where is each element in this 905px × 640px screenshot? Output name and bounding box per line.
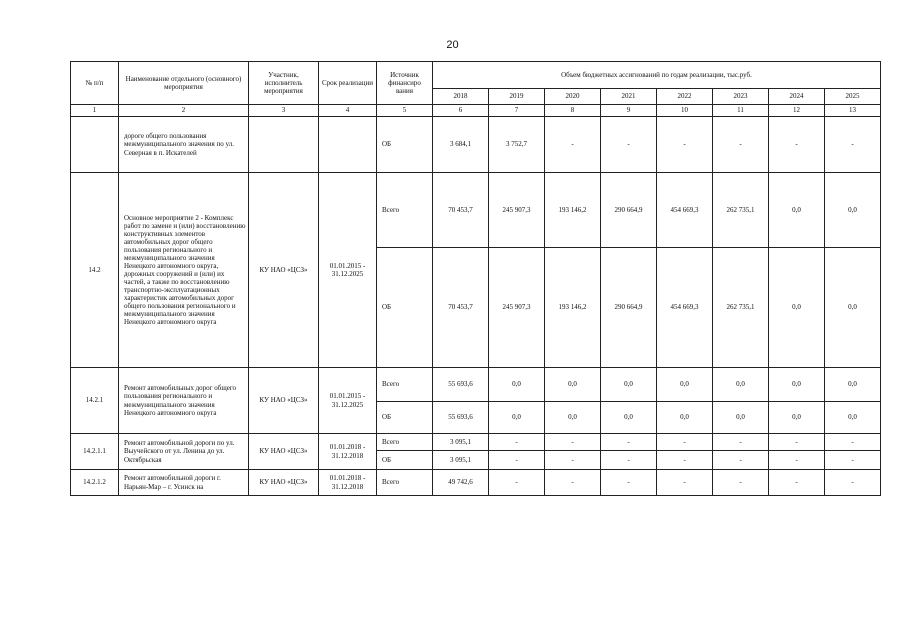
- row-value-2024: -: [769, 434, 825, 451]
- column-number: 2: [119, 105, 249, 117]
- row-value-2018: 70 453,7: [433, 248, 489, 368]
- row-value-2022: 0,0: [657, 402, 713, 434]
- row-value-2025: -: [825, 470, 881, 496]
- row-participant: КУ НАО «ЦСЗ»: [249, 470, 319, 496]
- row-value-2018: 3 095,1: [433, 434, 489, 451]
- row-value-2023: 262 735,1: [713, 173, 769, 248]
- row-value-2019: -: [489, 470, 545, 496]
- row-value-2022: -: [657, 470, 713, 496]
- column-number: 8: [545, 105, 601, 117]
- table-row: [71, 173, 881, 248]
- row-value-2024: -: [769, 470, 825, 496]
- row-value-2021: 0,0: [601, 402, 657, 434]
- header-participant: Участник, исполнитель мероприятия: [249, 62, 319, 105]
- column-number: 1: [71, 105, 119, 117]
- row-source: Всего: [377, 434, 433, 451]
- row-value-2023: -: [713, 434, 769, 451]
- header-year: 2024: [769, 89, 825, 105]
- page-number: 20: [446, 39, 459, 51]
- column-number: 4: [319, 105, 377, 117]
- row-term: 01.01.2018 - 31.12.2018: [319, 470, 377, 496]
- row-value-2020: -: [545, 434, 601, 451]
- row-source: Всего: [377, 470, 433, 496]
- row-value-2022: -: [657, 451, 713, 470]
- header-name: Наименование отдельного (основного) мероприятия: [119, 62, 249, 105]
- column-number: 13: [825, 105, 881, 117]
- row-value-2024: -: [769, 451, 825, 470]
- header-source: Источник финансиро вания: [377, 62, 433, 105]
- row-value-2022: -: [657, 434, 713, 451]
- row-value-2021: -: [601, 470, 657, 496]
- row-value-2023: -: [713, 451, 769, 470]
- budget-table: [70, 61, 881, 496]
- table-row: [71, 470, 881, 496]
- table-row: [71, 368, 881, 402]
- row-value-2024: -: [769, 117, 825, 173]
- row-value-2021: -: [601, 434, 657, 451]
- header-term: Срок реализации: [319, 62, 377, 105]
- column-number: 7: [489, 105, 545, 117]
- row-value-2021: -: [601, 451, 657, 470]
- row-value-2018: 3 684,1: [433, 117, 489, 173]
- header-year: 2019: [489, 89, 545, 105]
- header-num: № п/п: [71, 62, 119, 105]
- row-participant: КУ НАО «ЦСЗ»: [249, 173, 319, 368]
- row-name: Ремонт автомобильных дорог общего пользования регионального и межмуниципального значения Ненецкого автономного округа: [119, 368, 249, 434]
- row-value-2019: 245 907,3: [489, 248, 545, 368]
- row-term: 01.01.2018 - 31.12.2018: [319, 434, 377, 470]
- row-source: ОБ: [377, 117, 433, 173]
- header-year: 2025: [825, 89, 881, 105]
- row-name: Основное мероприятие 2 - Комплекс работ по замене и (или) восстановлению конструктивных элементов автомобильных дорог общего пользования регионального и межмуниципального значения Ненецкого автономного округа, дорожных сооружений и (или) их частей, а также по восстановлению транспортно-эксплуатационных характеристик автомобильных дорог общего пользования регионального и межмуниципального значения Ненецкого автономного округа: [119, 173, 249, 368]
- row-value-2024: 0,0: [769, 173, 825, 248]
- row-value-2022: 0,0: [657, 368, 713, 402]
- column-number: 5: [377, 105, 433, 117]
- row-value-2022: -: [657, 117, 713, 173]
- row-value-2021: 0,0: [601, 368, 657, 402]
- row-value-2023: 262 735,1: [713, 248, 769, 368]
- row-source: Всего: [377, 173, 433, 248]
- row-value-2020: 193 146,2: [545, 173, 601, 248]
- row-value-2020: 0,0: [545, 368, 601, 402]
- row-value-2025: -: [825, 451, 881, 470]
- row-participant: КУ НАО «ЦСЗ»: [249, 434, 319, 470]
- row-value-2025: 0,0: [825, 248, 881, 368]
- column-number: 12: [769, 105, 825, 117]
- row-number: 14.2.1.2: [71, 470, 119, 496]
- column-number: 9: [601, 105, 657, 117]
- row-value-2021: -: [601, 117, 657, 173]
- row-source: Всего: [377, 368, 433, 402]
- row-value-2024: 0,0: [769, 368, 825, 402]
- column-number: 3: [249, 105, 319, 117]
- row-value-2021: 290 664,9: [601, 173, 657, 248]
- header-year: 2018: [433, 89, 489, 105]
- column-number: 11: [713, 105, 769, 117]
- row-value-2023: -: [713, 470, 769, 496]
- row-value-2018: 55 693,6: [433, 402, 489, 434]
- row-number: 14.2.1.1: [71, 434, 119, 470]
- row-value-2019: -: [489, 451, 545, 470]
- row-value-2022: 454 669,3: [657, 248, 713, 368]
- row-value-2019: 0,0: [489, 402, 545, 434]
- row-value-2025: 0,0: [825, 368, 881, 402]
- row-value-2020: 0,0: [545, 402, 601, 434]
- row-value-2019: 3 752,7: [489, 117, 545, 173]
- header-year: 2020: [545, 89, 601, 105]
- row-value-2018: 3 095,1: [433, 451, 489, 470]
- row-value-2020: 193 146,2: [545, 248, 601, 368]
- row-number: [71, 117, 119, 173]
- row-value-2025: 0,0: [825, 173, 881, 248]
- header-volume: Объем бюджетных ассигнований по годам реализации, тыс.руб.: [433, 62, 881, 89]
- row-value-2024: 0,0: [769, 402, 825, 434]
- row-value-2019: 245 907,3: [489, 173, 545, 248]
- row-value-2020: -: [545, 451, 601, 470]
- row-term: 01.01.2015 - 31.12.2025: [319, 173, 377, 368]
- row-value-2023: -: [713, 117, 769, 173]
- table-row: [71, 434, 881, 451]
- table-row: [71, 117, 881, 173]
- row-value-2019: 0,0: [489, 368, 545, 402]
- header-year: 2023: [713, 89, 769, 105]
- header-year: 2021: [601, 89, 657, 105]
- column-number: 6: [433, 105, 489, 117]
- row-value-2023: 0,0: [713, 368, 769, 402]
- row-participant: КУ НАО «ЦСЗ»: [249, 368, 319, 434]
- row-value-2018: 55 693,6: [433, 368, 489, 402]
- header-year: 2022: [657, 89, 713, 105]
- row-name: Ремонт автомобильной дороги по ул. Выучейского от ул. Ленина до ул. Октябрьская: [119, 434, 249, 470]
- row-value-2021: 290 664,9: [601, 248, 657, 368]
- row-value-2025: 0,0: [825, 402, 881, 434]
- row-value-2025: -: [825, 117, 881, 173]
- row-name: дороге общего пользования межмуниципального значения по ул. Северная в п. Искателей: [119, 117, 249, 173]
- row-number: 14.2: [71, 173, 119, 368]
- row-number: 14.2.1: [71, 368, 119, 434]
- column-number: 10: [657, 105, 713, 117]
- row-value-2023: 0,0: [713, 402, 769, 434]
- row-value-2018: 70 453,7: [433, 173, 489, 248]
- row-value-2020: -: [545, 470, 601, 496]
- row-source: ОБ: [377, 402, 433, 434]
- row-name: Ремонт автомобильной дороги г. Нарьян-Мар – г. Усинск на: [119, 470, 249, 496]
- row-value-2025: -: [825, 434, 881, 451]
- row-value-2018: 49 742,6: [433, 470, 489, 496]
- row-term: 01.01.2015 - 31.12.2025: [319, 368, 377, 434]
- row-participant: [249, 117, 319, 173]
- row-term: [319, 117, 377, 173]
- row-value-2022: 454 669,3: [657, 173, 713, 248]
- row-value-2020: -: [545, 117, 601, 173]
- row-source: ОБ: [377, 248, 433, 368]
- row-value-2024: 0,0: [769, 248, 825, 368]
- row-source: ОБ: [377, 451, 433, 470]
- row-value-2019: -: [489, 434, 545, 451]
